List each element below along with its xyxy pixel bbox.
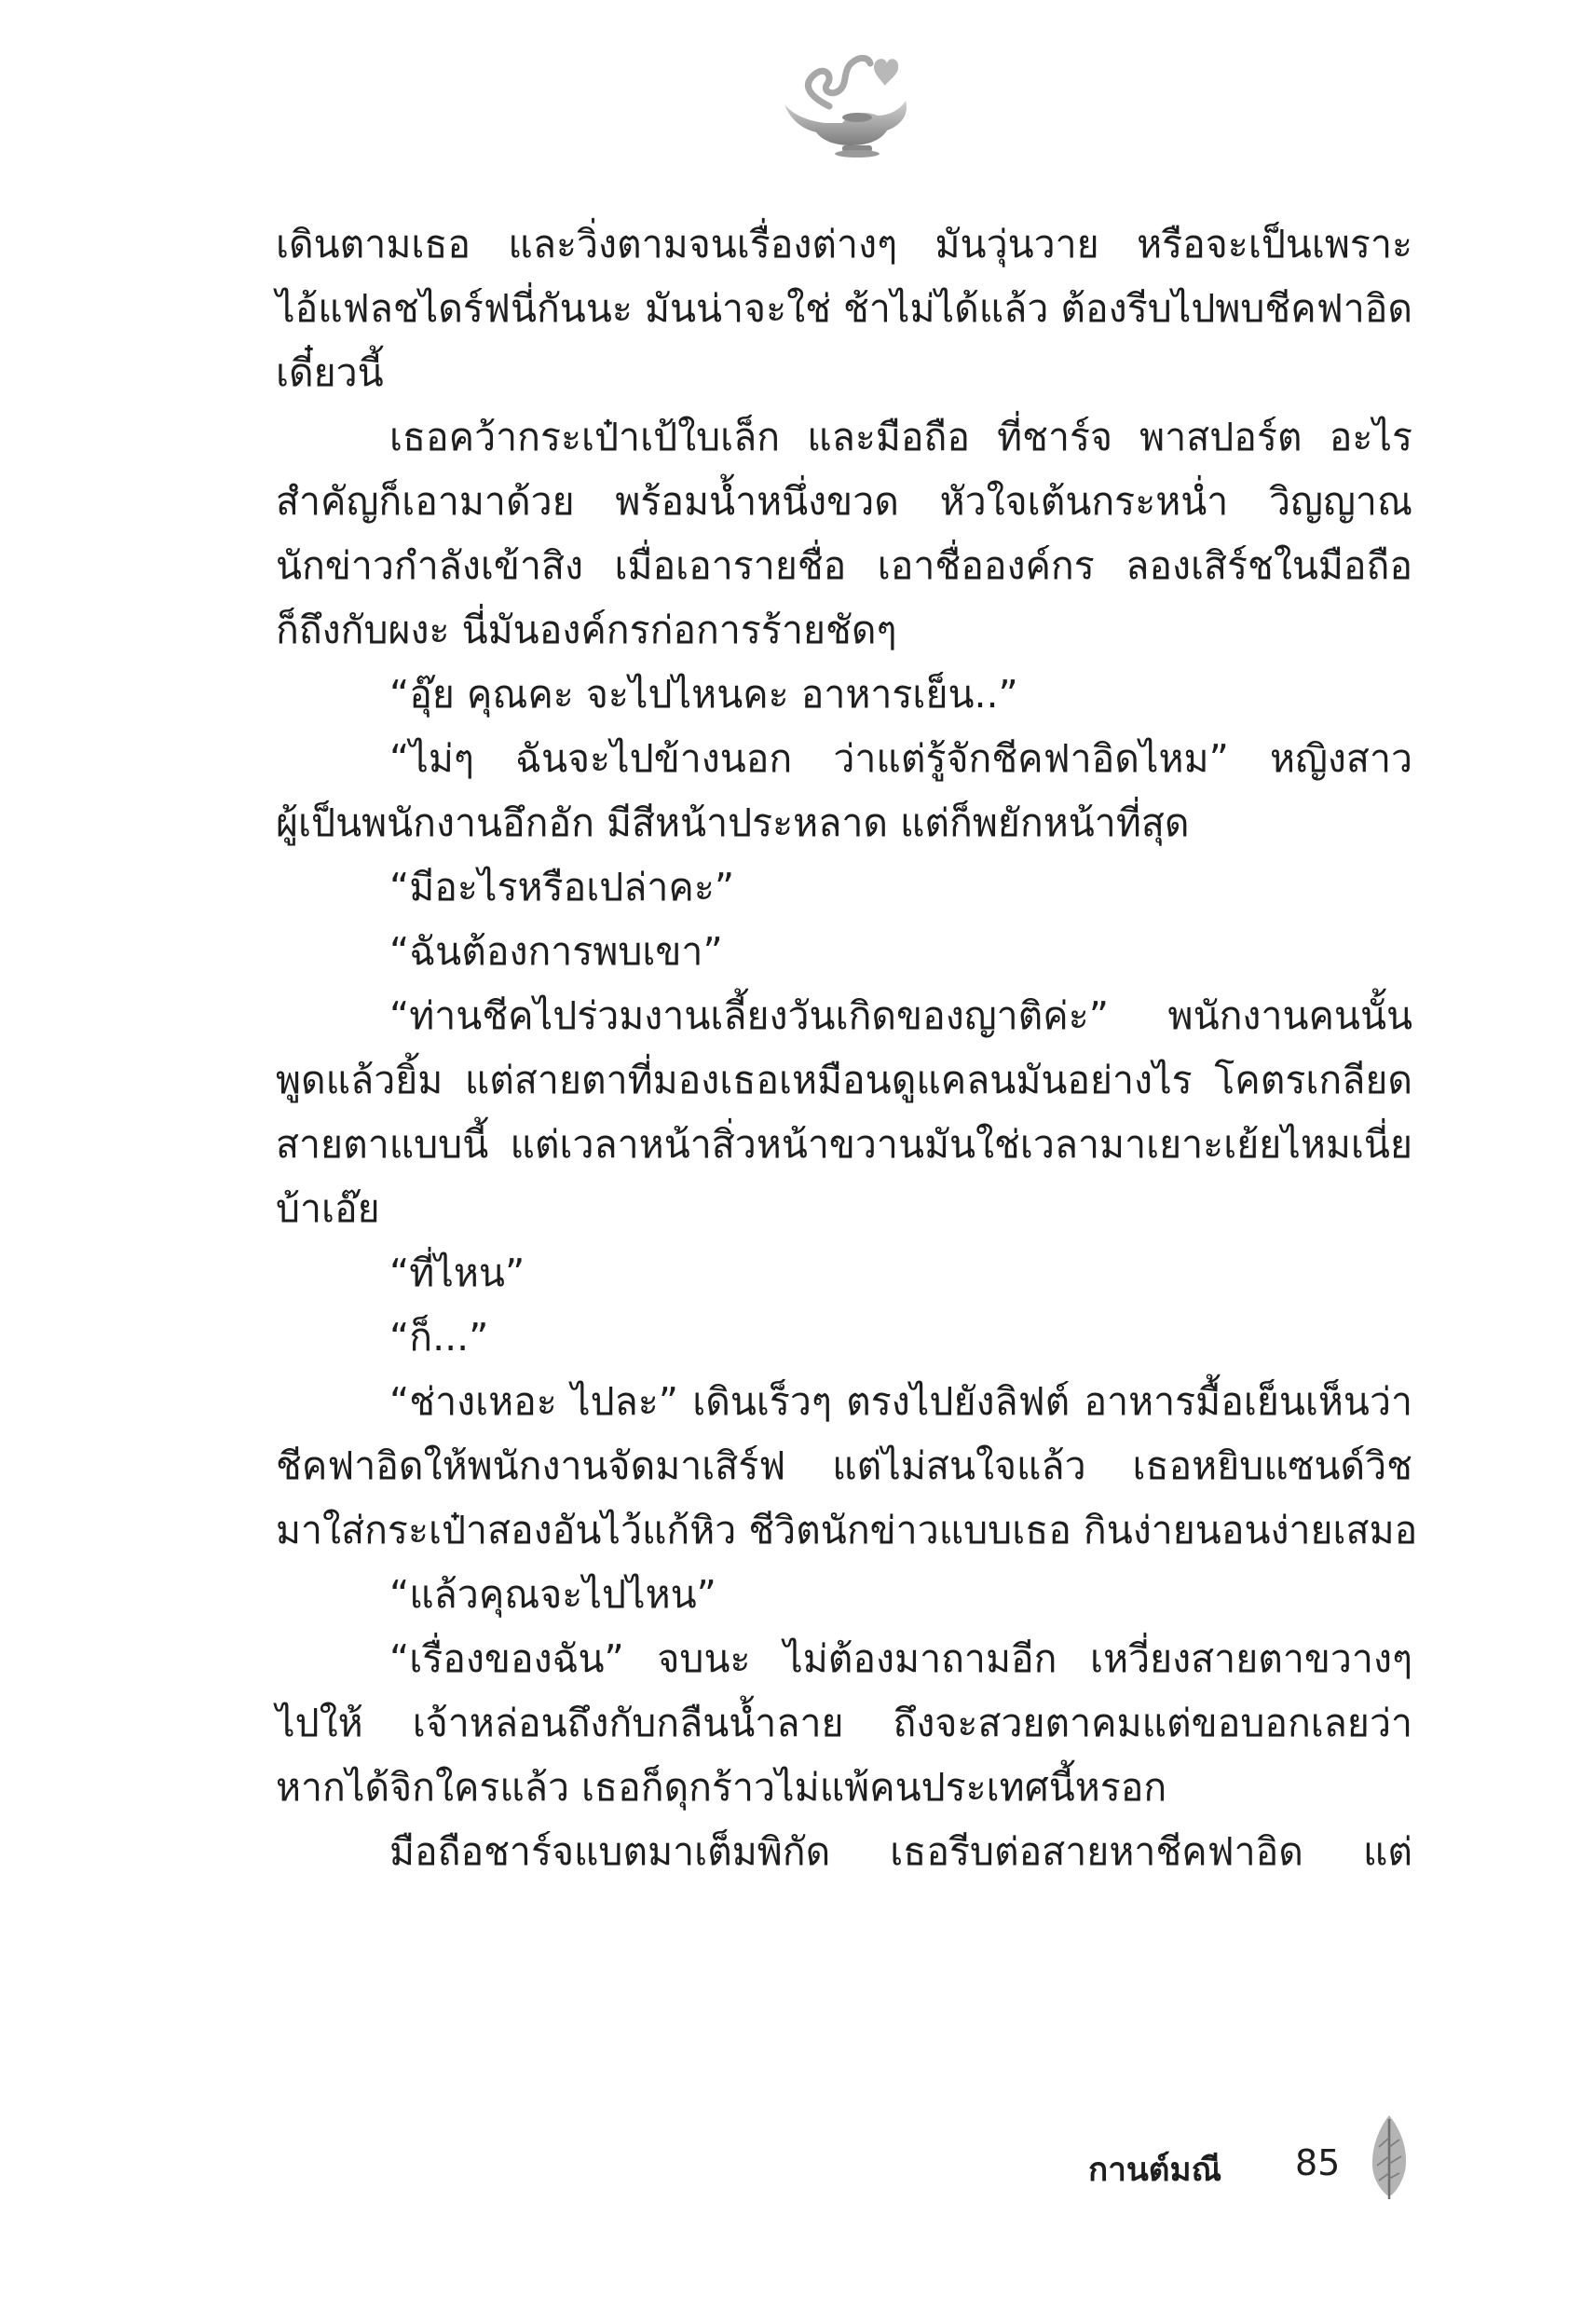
text-line: มือถือชาร์จแบตมาเต็มพิกัด เธอรีบต่อสายหาชีคฟาอิด แต่ bbox=[389, 1829, 1412, 1874]
book-title: กานต์มณี bbox=[1088, 2152, 1222, 2189]
text-line: หากได้จิกใครแล้ว เธอก็ดุกร้าวไม่แพ้คนประเทศนี้หรอก bbox=[276, 1765, 1167, 1810]
page-number: 85 bbox=[1295, 2142, 1341, 2183]
text-line: ไปให้ เจ้าหล่อนถึงกับกลืนน้ำลาย ถึงจะสวยตาคมแต่ขอบอกเลยว่า bbox=[276, 1701, 1412, 1745]
text-line: พูดแล้วยิ้ม แต่สายตาที่มองเธอเหมือนดูแคลนมันอย่างไร โคตรเกลียด bbox=[276, 1058, 1412, 1102]
text-line: สำคัญก็เอามาด้วย พร้อมน้ำหนึ่งขวด หัวใจเต้นกระหน่ำ วิญญาณ bbox=[276, 479, 1412, 524]
text-line: “ที่ไหน” bbox=[389, 1251, 525, 1295]
text-line: “อุ๊ย คุณคะ จะไปไหนคะ อาหารเย็น..” bbox=[389, 672, 1018, 717]
text-line: ก็ถึงกับผงะ นี่มันองค์กรก่อการร้ายชัดๆ bbox=[276, 608, 897, 652]
text-line: เดี๋ยวนี้ bbox=[276, 350, 384, 395]
body-text bbox=[276, 212, 1418, 1884]
text-line: ไอ้แฟลชไดร์ฟนี่กันนะ มันน่าจะใช่ ช้าไม่ได้แล้ว ต้องรีบไปพบชีคฟาอิด bbox=[276, 286, 1412, 331]
text-line: สายตาแบบนี้ แต่เวลาหน้าสิ่วหน้าขวานมันใช่เวลามาเยาะเย้ยไหมเนี่ย bbox=[276, 1122, 1412, 1167]
text-line: “เรื่องของฉัน” จบนะ ไม่ต้องมาถามอีก เหวี่ยงสายตาขวางๆ bbox=[389, 1636, 1412, 1681]
text-line: นักข่าวกำลังเข้าสิง เมื่อเอารายชื่อ เอาชื่อองค์กร ลองเสิร์ชในมือถือ bbox=[276, 543, 1412, 588]
text-line: “มีอะไรหรือเปล่าคะ” bbox=[389, 865, 735, 909]
text-line: ชีคฟาอิดให้พนักงานจัดมาเสิร์ฟ แต่ไม่สนใจแล้ว เธอหยิบแซนด์วิช bbox=[276, 1443, 1412, 1488]
text-line: “ไม่ๆ ฉันจะไปข้างนอก ว่าแต่รู้จักชีคฟาอิดไหม” หญิงสาว bbox=[389, 736, 1412, 781]
text-line: “ฉันต้องการพบเขา” bbox=[389, 929, 723, 974]
feather-icon bbox=[1368, 2113, 1411, 2201]
text-line: ผู้เป็นพนักงานอึกอัก มีสีหน้าประหลาด แต่ก็พยักหน้าที่สุด bbox=[276, 800, 1190, 845]
text-line: บ้าเอ๊ย bbox=[276, 1186, 380, 1231]
text-line: “แล้วคุณจะไปไหน” bbox=[389, 1572, 716, 1617]
text-line: เธอคว้ากระเป๋าเป้ใบเล็ก และมือถือ ที่ชาร์จ พาสปอร์ต อะไร bbox=[389, 415, 1412, 459]
text-line: “ก็...” bbox=[389, 1315, 489, 1360]
genie-lamp-icon bbox=[773, 48, 913, 158]
text-line: เดินตามเธอ และวิ่งตามจนเรื่องต่างๆ มันวุ่นวาย หรือจะเป็นเพราะ bbox=[276, 222, 1412, 267]
text-line: “ท่านชีคไปร่วมงานเลี้ยงวันเกิดของญาติค่ะ” พนักงานคนนั้น bbox=[389, 993, 1412, 1038]
text-line: มาใส่กระเป๋าสองอันไว้แก้หิว ชีวิตนักข่าวแบบเธอ กินง่ายนอนง่ายเสมอ bbox=[276, 1508, 1418, 1552]
text-line: “ช่างเหอะ ไปละ” เดินเร็วๆ ตรงไปยังลิฟต์ อาหารมื้อเย็นเห็นว่า bbox=[389, 1379, 1412, 1424]
